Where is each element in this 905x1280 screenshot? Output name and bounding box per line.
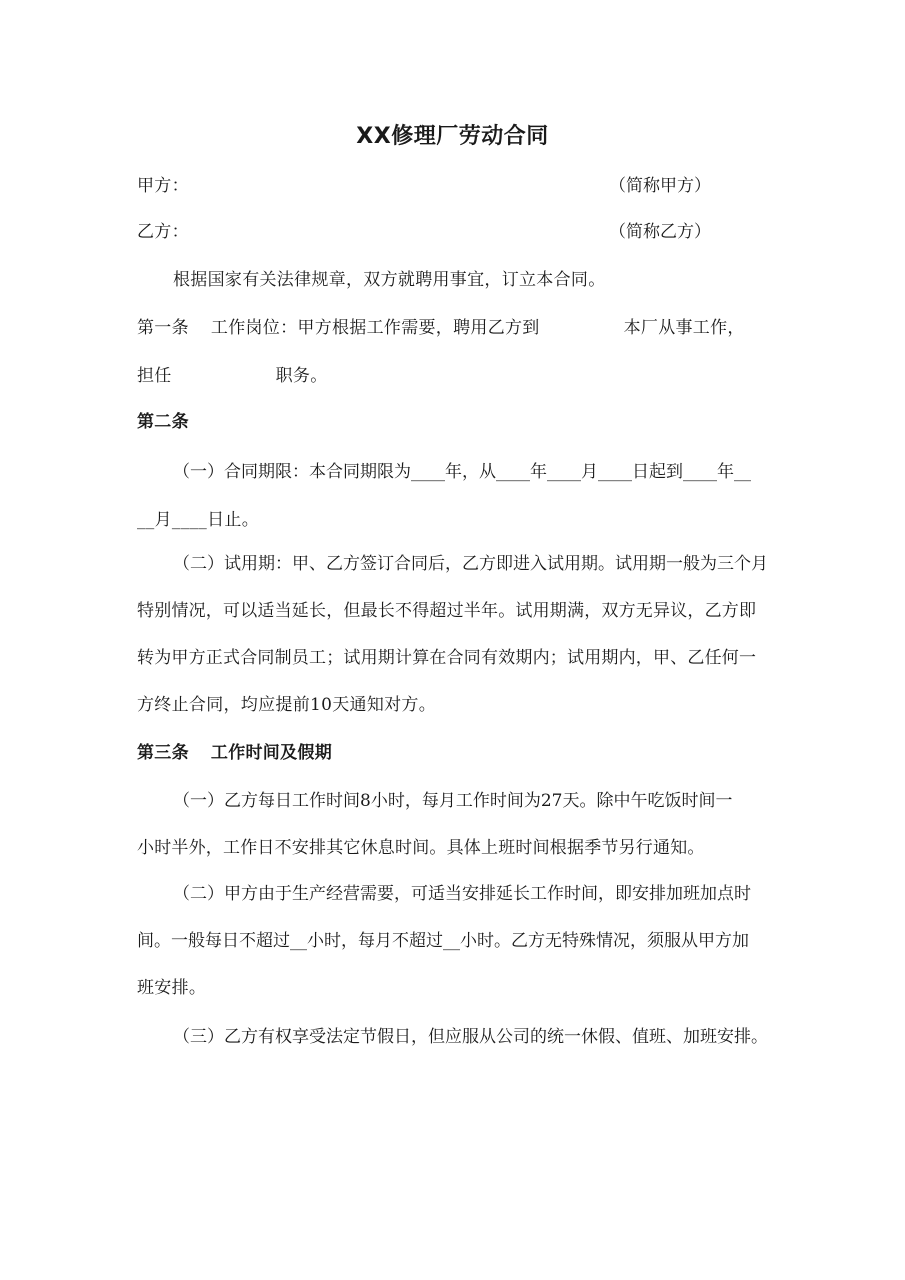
article3-clause1-line2: 小时半外，工作日不安排其它休息时间。具体上班时间根据季节另行通知。: [137, 838, 705, 858]
article2-clause2-line1: （二）试用期：甲、乙方签订合同后，乙方即进入试用期。试用期一般为三个月: [173, 554, 768, 574]
article3-clause2-line3: 班安排。: [137, 978, 207, 998]
article3-heading: 第三条: [137, 743, 189, 763]
article1-heading: 第一条: [137, 318, 189, 338]
article2-heading: 第二条: [137, 412, 189, 432]
article2-clause1-line2: __月____日止。: [137, 510, 259, 530]
article1-line2: [137, 364, 770, 388]
article1-line1: [137, 316, 770, 340]
article2-clause2-line2: 特别情况，可以适当延长，但最长不得超过半年。试用期满，双方无异议，乙方即: [137, 601, 757, 621]
party-a-abbr: （简称甲方）: [609, 176, 711, 196]
article1-text-after: 本厂从事工作，: [623, 318, 745, 338]
article3-clause2-line2: 间。一般每日不超过__小时，每月不超过__小时。乙方无特殊情况，须服从甲方加: [137, 931, 749, 951]
article3-clause3-line: （三）乙方有权享受法定节假日，但应服从公司的统一休假、值班、加班安排。: [173, 1027, 768, 1047]
article3-heading-text: 工作时间及假期: [210, 743, 333, 763]
document-title: XX修理厂劳动合同: [356, 124, 549, 149]
article2-clause2-line4: 方终止合同，均应提前10天通知对方。: [137, 695, 437, 715]
article2-clause1-line1: （一）合同期限：本合同期限为____年，从____年____月____日起到____年__: [173, 462, 751, 482]
article1-line2-before: 担任: [137, 366, 172, 386]
article2-clause2-line3: 转为甲方正式合同制员工；试用期计算在合同有效期内；试用期内，甲、乙任何一: [137, 648, 757, 668]
party-b-abbr: （简称乙方）: [609, 222, 711, 242]
article3-heading-line: [137, 741, 770, 765]
article1-line2-after: 职务。: [275, 366, 328, 386]
article1-text-before: 工作岗位：甲方根据工作需要，聘用乙方到: [210, 318, 540, 338]
party-b-label: 乙方：: [137, 222, 189, 242]
party-a-label: 甲方：: [137, 176, 189, 196]
intro-paragraph: 根据国家有关法律规章，双方就聘用事宜，订立本合同。: [173, 270, 606, 290]
article3-clause2-line1: （二）甲方由于生产经营需要，可适当安排延长工作时间，即安排加班加点时: [173, 884, 751, 904]
article3-clause1-line1: （一）乙方每日工作时间8小时，每月工作时间为27天。除中午吃饭时间一: [173, 791, 733, 811]
